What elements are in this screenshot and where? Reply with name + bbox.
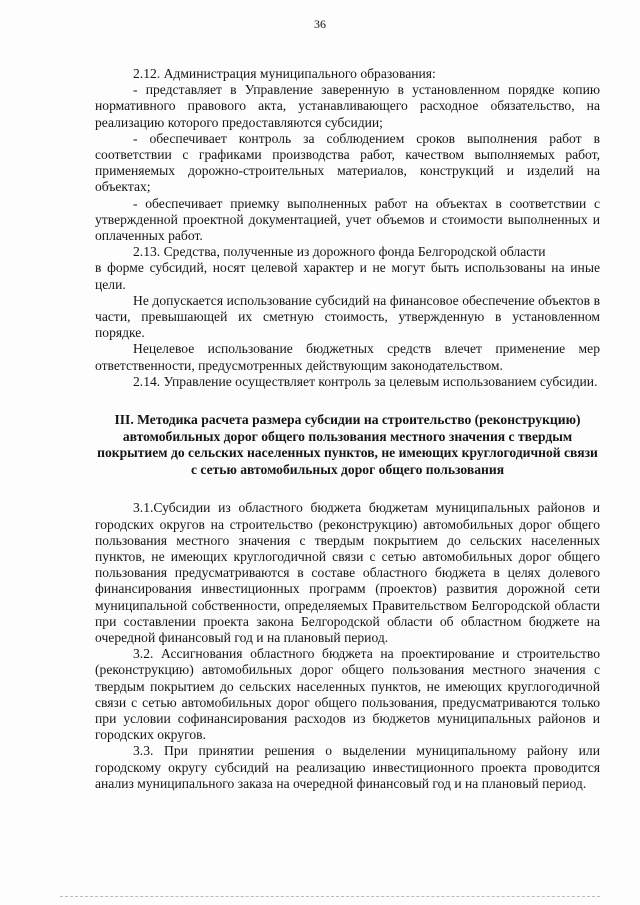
paragraph-2-13-continued: в форме субсидий, носят целевой характер и не могут быть использованы на иные цели. bbox=[95, 260, 600, 292]
paragraph-2-13-restriction: Не допускается использование субсидий на финансовое обеспечение объектов в части, превышающей их сметную стоимость, утвержденную в установленном порядке. bbox=[95, 292, 600, 341]
paragraph-2-12: 2.12. Администрация муниципального образования: bbox=[133, 66, 436, 81]
document-body bbox=[95, 66, 600, 792]
paragraph-2-12-item-1: - представляет в Управление заверенную в установленном порядке копию нормативного правового акта, устанавливающего расходное обязательство, на реализацию которого предоставляются субсидии; bbox=[95, 82, 600, 130]
paragraph-2-14: 2.14. Управление осуществляет контроль за целевым использованием субсидии. bbox=[133, 373, 598, 389]
paragraph-2-12-item-3: - обеспечивает приемку выполненных работ на объектах в соответствии с утвержденной проектной документацией, учет объемов и стоимости выполненных и оплаченных работ. bbox=[95, 195, 600, 244]
paragraph-2-12-item-2: - обеспечивает контроль за соблюдением сроков выполнения работ в соответствии с графиками производства работ, качеством выполняемых работ, применяемых дорожно-строительных материалов, конструкций и изделий на объектах; bbox=[95, 130, 600, 195]
page-number: 36 bbox=[314, 17, 326, 31]
page-bottom-edge bbox=[60, 896, 600, 897]
paragraph-3-1: 3.1.Субсидии из областного бюджета бюджетам муниципальных районов и городских округов на строительство (реконструкцию) автомобильных дорог общего пользования местного значения с твердым покрытием до сельских населенных пунктов, не имеющих круглогодичной связи с сетью автомобильных дорог общего пользования предусматриваются в составе областного бюджета в целях долевого финансирования инвестиционных программ (проектов) развития дорожной сети муниципальной собственности, определяемых Правительством Белгородской области при составлении проекта закона Белгородской области об областном бюджете на очередной финансовый год и на плановый период. bbox=[95, 500, 600, 646]
section-heading: III. Методика расчета размера субсидии на строительство (реконструкцию) автомобильных дорог общего пользования местного значения с твердым покрытием до сельских населенных пунктов, не имеющих круглогодичной связи с сетью автомобильных дорог общего пользования bbox=[97, 412, 598, 477]
paragraph-3-2: 3.2. Ассигнования областного бюджета на проектирование и строительство (реконструкцию) автомобильных дорог общего пользования местного значения с твердым покрытием до сельских населенных пунктов, не имеющих круглогодичной связи с сетью автомобильных дорог общего пользования, предусматриваются только при условии софинансирования расходов из бюджетов муниципальных районов и городских округов. bbox=[95, 646, 600, 743]
paragraph-2-13: 2.13. Средства, полученные из дорожного фонда Белгородской области bbox=[133, 244, 546, 260]
paragraph-3-3: 3.3. При принятии решения о выделении муниципальному району или городскому округу субсидий на реализацию инвестиционного проекта проводится анализ муниципального заказа на очередной финансовый год и на плановый период. bbox=[95, 743, 600, 791]
paragraph-2-13-liability: Нецелевое использование бюджетных средств влечет применение мер ответственности, предусмотренных действующим законодательством. bbox=[95, 341, 600, 373]
